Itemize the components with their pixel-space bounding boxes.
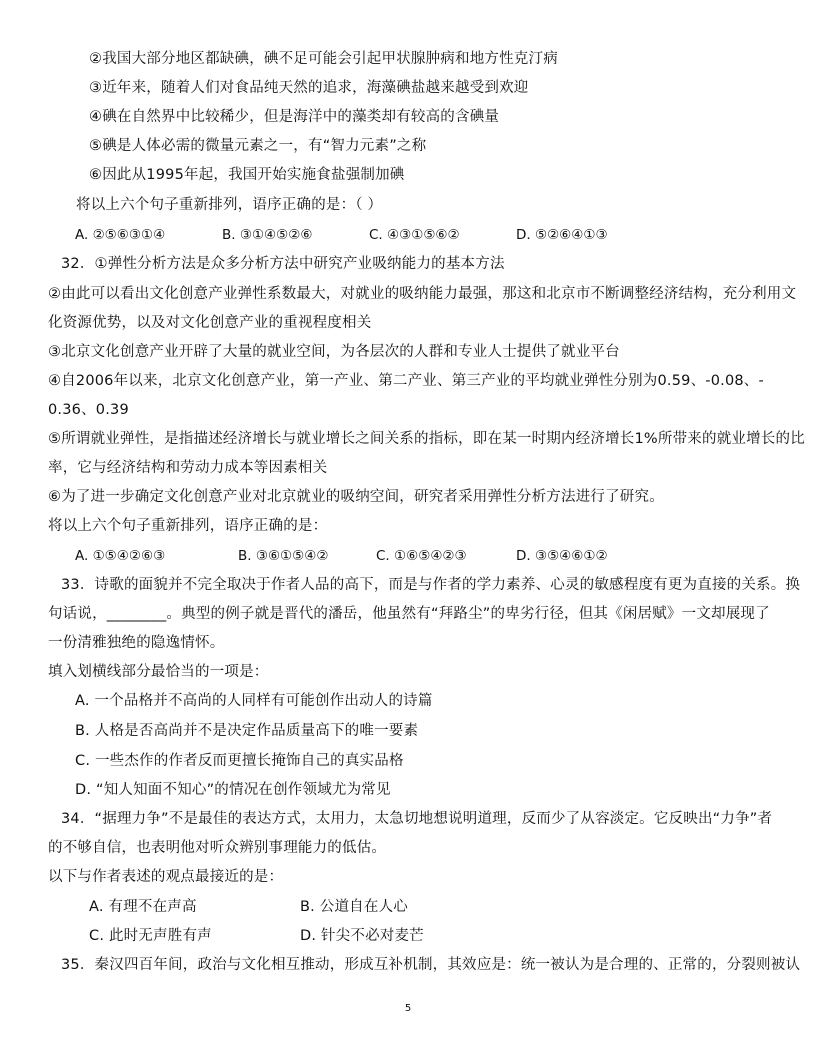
q31-sentence-4: ④碘在自然界中比较稀少，但是海洋中的藻类却有较高的含碘量 [89, 109, 500, 125]
q32-option-b: B. ③⑥①⑤④② [238, 548, 329, 564]
q32-prompt: 将以上六个句子重新排列，语序正确的是： [48, 518, 328, 534]
q33-line-3: 一份清雅独绝的隐逸情怀。 [48, 635, 225, 651]
q31-prompt: 将以上六个句子重新排列，语序正确的是：（ ） [76, 197, 383, 213]
q32-option-a: A. ①⑤④②⑥③ [75, 548, 166, 564]
q32-sentence-2-line-1: ②由此可以看出文化创意产业弹性系数最大，对就业的吸纳能力最强，那这和北京市不断调整经济结构，充分利用文 [48, 286, 797, 302]
q32-sentence-4-line-1: ④自2006年以来，北京文化创意产业，第一产业、第二产业、第三产业的平均就业弹性分别为0.59、-0.08、- [48, 373, 764, 389]
q31-sentence-5: ⑤碘是人体必需的微量元素之一，有“智力元素”之称 [89, 138, 427, 154]
q35-line-1: 35．秦汉四百年间，政治与文化相互推动，形成互补机制，其效应是：统一被认为是合理的、正常的，分裂则被认 [61, 957, 801, 973]
q32-sentence-2-line-2: 化资源优势，以及对文化创意产业的重视程度相关 [48, 315, 372, 331]
q31-sentence-3: ③近年来，随着人们对食品纯天然的追求，海藻碘盐越来越受到欢迎 [89, 80, 529, 96]
q34-option-d: D. 针尖不必对麦芒 [300, 928, 424, 944]
page-number: 5 [404, 1003, 412, 1014]
q34-line-1: 34．“据理力争”不是最佳的表达方式，太用力，太急切地想说明道理，反而少了从容淡定。它反映出“力争”者 [61, 811, 773, 827]
q32-option-d: D. ③⑤④⑥①② [516, 548, 608, 564]
q32-sentence-1: 32．①弹性分析方法是众多分析方法中研究产业吸纳能力的基本方法 [61, 256, 505, 272]
q31-sentence-6: ⑥因此从1995年起，我国开始实施食盐强制加碘 [89, 167, 405, 183]
q32-options [48, 546, 768, 566]
q34-line-2: 的不够自信，也表明他对听众辨别事理能力的低估。 [48, 840, 387, 856]
q32-option-c: C. ①⑥⑤④②③ [376, 548, 467, 564]
q33-line-1: 33．诗歌的面貌并不完全取决于作者人品的高下，而是与作者的学力素养、心灵的敏感程度有更为直接的关系。换 [61, 577, 801, 593]
q33-option-c: C. 一些杰作的作者反而更擅长掩饰自己的真实品格 [75, 753, 404, 769]
q31-option-d: D. ⑤②⑥④①③ [516, 227, 608, 243]
q33-prompt: 填入划横线部分最恰当的一项是： [48, 664, 269, 680]
q31-option-c: C. ④③①⑤⑥② [369, 227, 460, 243]
q32-sentence-5-line-2: 率，它与经济结构和劳动力成本等因素相关 [48, 460, 328, 476]
q34-option-c: C. 此时无声胜有声 [89, 928, 212, 944]
q34-option-b: B. 公道自在人心 [300, 899, 408, 915]
q33-option-b: B. 人格是否高尚并不是决定作品质量高下的唯一要素 [75, 723, 419, 739]
q34-prompt: 以下与作者表述的观点最接近的是： [48, 869, 284, 885]
q32-sentence-4-line-2: 0.36、0.39 [48, 402, 129, 418]
q32-sentence-6: ⑥为了进一步确定文化创意产业对北京就业的吸纳空间，研究者采用弹性分析方法进行了研究。 [48, 489, 664, 505]
q31-option-a: A. ②⑤⑥③①④ [75, 227, 166, 243]
q31-options [48, 225, 768, 245]
q32-sentence-5-line-1: ⑤所谓就业弹性，是指描述经济增长与就业增长之间关系的指标，即在某一时期内经济增长1%所带来的就业增长的比 [48, 431, 805, 447]
q33-option-a: A. 一个品格并不高尚的人同样有可能创作出动人的诗篇 [75, 693, 433, 709]
q32-sentence-3: ③北京文化创意产业开辟了大量的就业空间，为各层次的人群和专业人士提供了就业平台 [48, 344, 620, 360]
q34-option-a: A. 有理不在声高 [89, 899, 197, 915]
q31-sentence-2: ②我国大部分地区都缺碘，碘不足可能会引起甲状腺肿病和地方性克汀病 [89, 51, 558, 67]
q33-line-2: 句话说，________。典型的例子就是晋代的潘岳，他虽然有“拜路尘”的卑劣行径，但其《闲居赋》一文却展现了 [48, 606, 770, 622]
q31-option-b: B. ③①④⑤②⑥ [222, 227, 313, 243]
q33-option-d: D. “知人知面不知心”的情况在创作领域尤为常见 [75, 782, 391, 798]
